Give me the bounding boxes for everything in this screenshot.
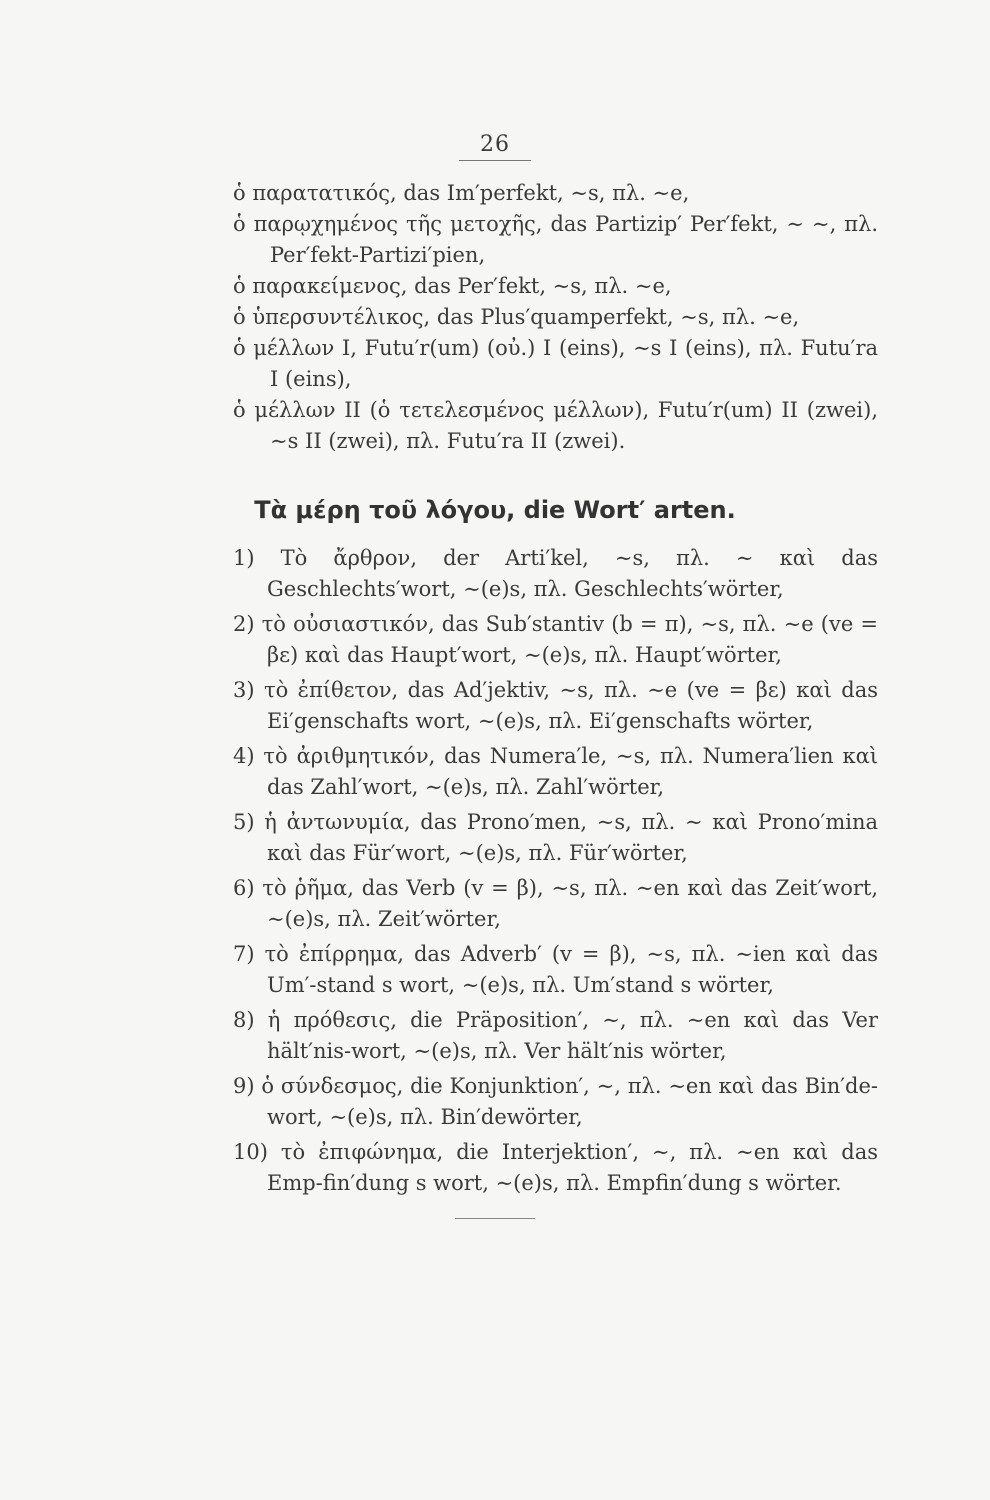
tense-entry-future-two: ὁ μέλλων II (ὁ τετελεσμένος μέλλων), Futu′r(um) II (zwei), ∼s II (zwei), πλ. Futu′ra II (zwei). <box>233 398 878 453</box>
tense-list <box>233 178 878 457</box>
tense-entry-pluperfect: ὁ ὑπερσυντέλικος, das Plus′quamperfekt, ∼s, πλ. ∼e, <box>233 305 800 329</box>
tense-entry-participle-perfect: ὁ παρῳχημένος τῆς μετοχῆς, das Partizip′ Per′fekt, ∼ ∼, πλ. Per′fekt-Partizi′pien, <box>233 212 878 267</box>
part-adverb: 7) τὸ ἐπίρρημα, das Adverb′ (v = β), ∼s, πλ. ∼ien καὶ das Um′-stand s wort, ∼(e)s, πλ. Um′stand s wörter, <box>233 942 878 997</box>
parts-of-speech-list <box>233 543 878 1203</box>
part-conjunction: 9) ὁ σύνδεσμος, die Konjunktion′, ∼, πλ. ∼en καὶ das Bin′de-wort, ∼(e)s, πλ. Bin′dewörter, <box>233 1074 878 1129</box>
part-article: 1) Τὸ ἄρθρον, der Arti′kel, ∼s, πλ. ∼ καὶ das Geschlechts′wort, ∼(e)s, πλ. Geschlechts′wörter, <box>233 546 878 601</box>
part-substantive: 2) τὸ οὐσιαστικόν, das Sub′stantiv (b = π), ∼s, πλ. ∼e (ve = βε) καὶ das Haupt′wort, ∼(e)s, πλ. Haupt′wörter, <box>233 612 878 667</box>
tense-entry-imperfect: ὁ παρατατικός, das Im′perfekt, ∼s, πλ. ∼e, <box>233 181 690 205</box>
page-number: 26 <box>480 132 510 157</box>
part-adjective: 3) τὸ ἐπίθετον, das Ad′jektiv, ∼s, πλ. ∼e (ve = βε) καὶ das Ei′genschafts wort, ∼(e)s, πλ. Ei′genschafts wörter, <box>233 678 878 733</box>
part-pronoun: 5) ἡ ἀντωνυμία, das Prono′men, ∼s, πλ. ∼ καὶ Prono′mina καὶ das Für′wort, ∼(e)s, πλ. Für′wörter, <box>233 810 878 865</box>
top-rule <box>459 160 531 161</box>
section-heading: Τὰ μέρη τοῦ λόγου, die Wort′ arten. <box>254 496 736 524</box>
tense-entry-future-one: ὁ μέλλων I, Futu′r(um) (οὐ.) I (eins), ∼s I (eins), πλ. Futu′ra I (eins), <box>233 336 878 391</box>
part-verb: 6) τὸ ῥῆμα, das Verb (v = β), ∼s, πλ. ∼en καὶ das Zeit′wort, ∼(e)s, πλ. Zeit′wörter, <box>233 876 878 931</box>
bottom-rule <box>455 1218 535 1219</box>
part-preposition: 8) ἡ πρόθεσις, die Präposition′, ∼, πλ. ∼en καὶ das Ver hält′nis-wort, ∼(e)s, πλ. Ver hält′nis wörter, <box>233 1008 878 1063</box>
tense-entry-perfect: ὁ παρακείμενος, das Per′fekt, ∼s, πλ. ∼e, <box>233 274 672 298</box>
part-interjection: 10) τὸ ἐπιφώνημα, die Interjektion′, ∼, πλ. ∼en καὶ das Emp-fin′dung s wort, ∼(e)s, πλ. Empfin′dung s wörter. <box>233 1140 878 1195</box>
part-numeral: 4) τὸ ἀριθμητικόν, das Numera′le, ∼s, πλ. Numera′lien καὶ das Zahl′wort, ∼(e)s, πλ. Zahl′wörter, <box>233 744 878 799</box>
